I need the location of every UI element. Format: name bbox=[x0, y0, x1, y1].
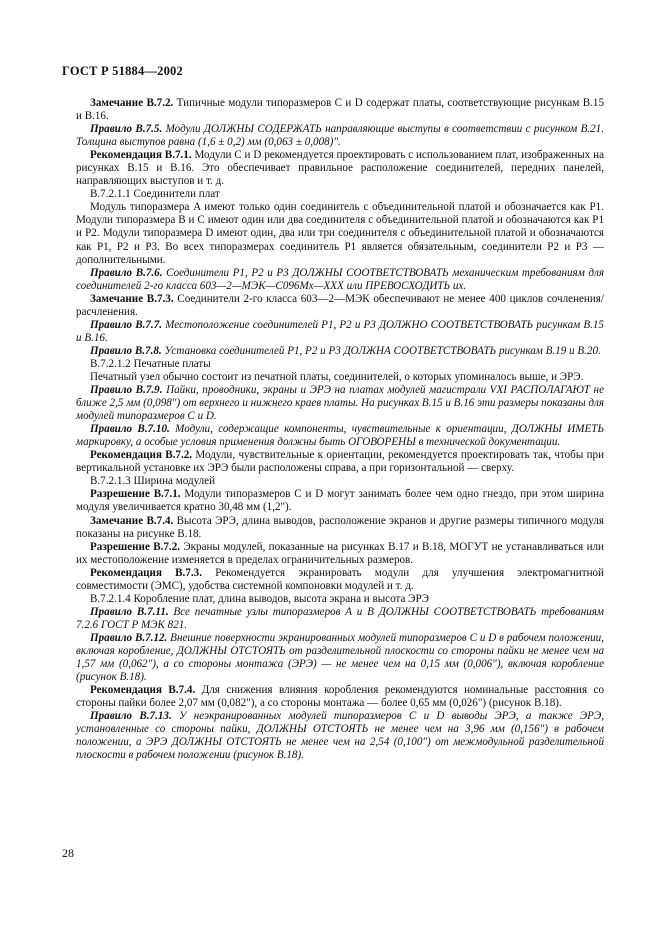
clause-paragraph bbox=[76, 293, 604, 319]
clause-label: Правило В.7.6. bbox=[90, 266, 163, 279]
clause-label: Разрешение В.7.2. bbox=[90, 540, 181, 553]
clause-label: Правило В.7.9. bbox=[90, 384, 163, 397]
paragraph-text: Соединители 2-го класса 603—2—МЭК обеспечивают не менее 400 циклов сочленения/расчленения. bbox=[76, 292, 604, 318]
paragraph-text: В.7.2.1.4 Коробление плат, длина выводов, высота экрана и высота ЭРЭ bbox=[90, 592, 429, 605]
clause-paragraph bbox=[76, 423, 604, 449]
paragraph-text: В.7.2.1.3 Ширина модулей bbox=[90, 475, 216, 488]
clause-label: Рекомендация В.7.3. bbox=[90, 566, 202, 579]
paragraph-text: Модули типоразмеров C и D могут занимать более чем одно гнездо, при этом ширина модуля увеличивается кратно 30,48 мм (1,2"). bbox=[76, 488, 605, 514]
clause-paragraph bbox=[76, 267, 604, 293]
paragraph-text: Модули, чувствительные к ориентации, рекомендуется проектировать так, чтобы при вертикальной установке их ЭРЭ были расположены справа, а при горизонтальной — сверху. bbox=[76, 449, 605, 475]
document-header: ГОСТ Р 51884—2002 bbox=[62, 64, 183, 78]
clause-paragraph bbox=[76, 384, 604, 423]
clause-paragraph bbox=[76, 632, 604, 684]
paragraph-text: Модули C и D рекомендуется проектировать с использованием плат, изображенных на рисунках B.15 и B.16. Это обеспечивает правильное расположение соединителей, передних панелей, направляющих выступов и т. д. bbox=[76, 149, 605, 188]
paragraph-text: Соединители P1, P2 и P3 ДОЛЖНЫ СООТВЕТСТВОВАТЬ механическим требованиям для соединителей 2-го класса 603—2—МЭК—C096Mx—XXX или ПРЕВОСХОДИТЬ их. bbox=[76, 266, 604, 292]
paragraph-text: Установка соединителей P1, P2 и P3 ДОЛЖНА СООТВЕТСТВОВАТЬ рисункам B.19 и B.20. bbox=[161, 344, 601, 357]
paragraph-text: Внешние поверхности экранированных модулей типоразмеров C и D в рабочем положении, включая коробление, ДОЛЖНЫ ОТСТОЯТЬ от разделительной плоскости со стороны пайки не менее чем на 1,57 мм (0,062"), а со стороны монтажа (ЭРЭ) — не менее чем на 0,15 мм (0,006"), включая коробление (рисунок B.18). bbox=[76, 631, 604, 684]
clause-label: Правило В.7.13. bbox=[90, 710, 172, 723]
paragraph-text: Модуль типоразмера A имеют только один соединитель с объединительной платой и обозначается как P1. Модули типоразмера B и C имеют один или два соединителя с объединительной платой и обозначаются как P1 и P2. Модули типоразмера D имеют один, два или три соединителя с объединительной платой и обозначаются как P1, P2 и P3. Во всех типоразмерах соединитель P1 является обязательным, соединители P2 и P3 — дополнительными. bbox=[76, 201, 604, 266]
clause-label: Правило В.7.8. bbox=[90, 344, 162, 357]
section-heading bbox=[76, 188, 604, 201]
paragraph-text: Рекомендуется экранировать модули для улучшения электромагнитной совместимости (ЭМС), удобства системной компоновки модулей и т. д. bbox=[76, 566, 604, 592]
clause-paragraph bbox=[76, 567, 604, 593]
document-body bbox=[76, 97, 605, 762]
clause-label: Замечание В.7.3. bbox=[90, 292, 174, 305]
clause-paragraph bbox=[76, 606, 604, 632]
paragraph-text: Печатный узел обычно состоит из печатной платы, соединителей, о которых упоминалось выше, и ЭРЭ. bbox=[90, 370, 584, 383]
paragraph-text: Местоположение соединителей P1, P2 и P3 ДОЛЖНО СООТВЕТСТВОВАТЬ рисункам B.15 и B.16. bbox=[76, 318, 604, 344]
clause-label: Замечание В.7.2. bbox=[90, 97, 174, 109]
paragraph-text: В.7.2.1.1 Соединители плат bbox=[90, 188, 220, 201]
clause-label: Правило В.7.7. bbox=[90, 318, 163, 331]
clause-label: Рекомендация В.7.2. bbox=[90, 449, 193, 462]
body-paragraph bbox=[76, 201, 604, 266]
paragraph-text: Пайки, проводники, экраны и ЭРЭ на платах модулей магистрали VXI РАСПОЛАГАЮТ не ближе 2,5 мм (0,098") от верхнего и нижнего краев платы. На рисунках B.15 и B.16 эти размеры показаны для модулей типоразмеров C и D. bbox=[76, 384, 604, 423]
section-heading bbox=[76, 358, 604, 371]
paragraph-text: В.7.2.1.2 Печатные платы bbox=[90, 357, 211, 370]
clause-paragraph bbox=[76, 123, 604, 149]
paragraph-text: У неэкранированных модулей типоразмеров C и D выводы ЭРЭ, а также ЭРЭ, установленные со стороны пайки, ДОЛЖНЫ ОТСТОЯТЬ не менее чем на 3,96 мм (0,156") в рабочем положении, а ЭРЭ ДОЛЖНЫ ОТСТОЯТЬ не менее чем на 2,54 (0,100") от межмодульной разделительной плоскости в рабочем положении (рисунок B.18). bbox=[76, 710, 604, 762]
body-paragraph bbox=[76, 371, 604, 384]
clause-label: Замечание В.7.4. bbox=[90, 514, 174, 527]
clause-label: Правило В.7.11. bbox=[90, 605, 169, 618]
clause-paragraph bbox=[76, 684, 604, 710]
clause-paragraph bbox=[76, 345, 604, 358]
clause-paragraph bbox=[76, 319, 604, 345]
clause-paragraph bbox=[76, 149, 604, 188]
paragraph-text: Для снижения влияния коробления рекомендуются номинальные расстояния со стороны пайки более 2,07 мм (0,082"), а со стороны монтажа — более 0,65 мм (0,026") (рисунок B.18). bbox=[76, 684, 604, 710]
clause-paragraph bbox=[76, 488, 604, 514]
clause-label: Рекомендация В.7.4. bbox=[90, 684, 196, 697]
clause-paragraph bbox=[76, 515, 604, 541]
clause-paragraph bbox=[76, 710, 604, 762]
section-heading bbox=[76, 475, 604, 488]
paragraph-text: Модули ДОЛЖНЫ СОДЕРЖАТЬ направляющие выступы в соответствии с рисунком B.21. Толщина выступов равна (1,6 ± 0,2) мм (0,063 ± 0,008)". bbox=[76, 123, 604, 149]
paragraph-text: Типичные модули типоразмеров C и D содержат платы, соответствующие рисункам B.15 и B.16. bbox=[76, 97, 605, 123]
section-heading bbox=[76, 593, 604, 606]
clause-label: Правило В.7.12. bbox=[90, 631, 168, 644]
page-number: 28 bbox=[62, 846, 74, 860]
paragraph-text: Высота ЭРЭ, длина выводов, расположение экранов и другие размеры типичного модуля показаны на рисунке B.18. bbox=[76, 514, 604, 540]
paragraph-text: Все печатные узлы типоразмеров A и B ДОЛЖНЫ СООТВЕТСТВОВАТЬ требованиям 7.2.6 ГОСТ Р МЭК 821. bbox=[76, 605, 604, 631]
clause-label: Разрешение В.7.1. bbox=[90, 488, 181, 501]
clause-paragraph bbox=[76, 541, 604, 567]
paragraph-text: Экраны модулей, показанные на рисунках B.17 и B.18, МОГУТ не устанавливаться или их местоположение изменяется в пределах ограничительных размеров. bbox=[76, 540, 604, 566]
clause-paragraph bbox=[76, 97, 604, 123]
paragraph-text: Модули, содержащие компоненты, чувствительные к ориентации, ДОЛЖНЫ ИМЕТЬ маркировку, а особые условия применения должны быть ОГОВОРЕНЫ в технической документации. bbox=[76, 423, 604, 449]
clause-label: Правило В.7.10. bbox=[90, 423, 170, 436]
clause-paragraph bbox=[76, 449, 604, 475]
clause-label: Правило В.7.5. bbox=[90, 123, 163, 136]
clause-label: Рекомендация В.7.1. bbox=[90, 149, 192, 162]
